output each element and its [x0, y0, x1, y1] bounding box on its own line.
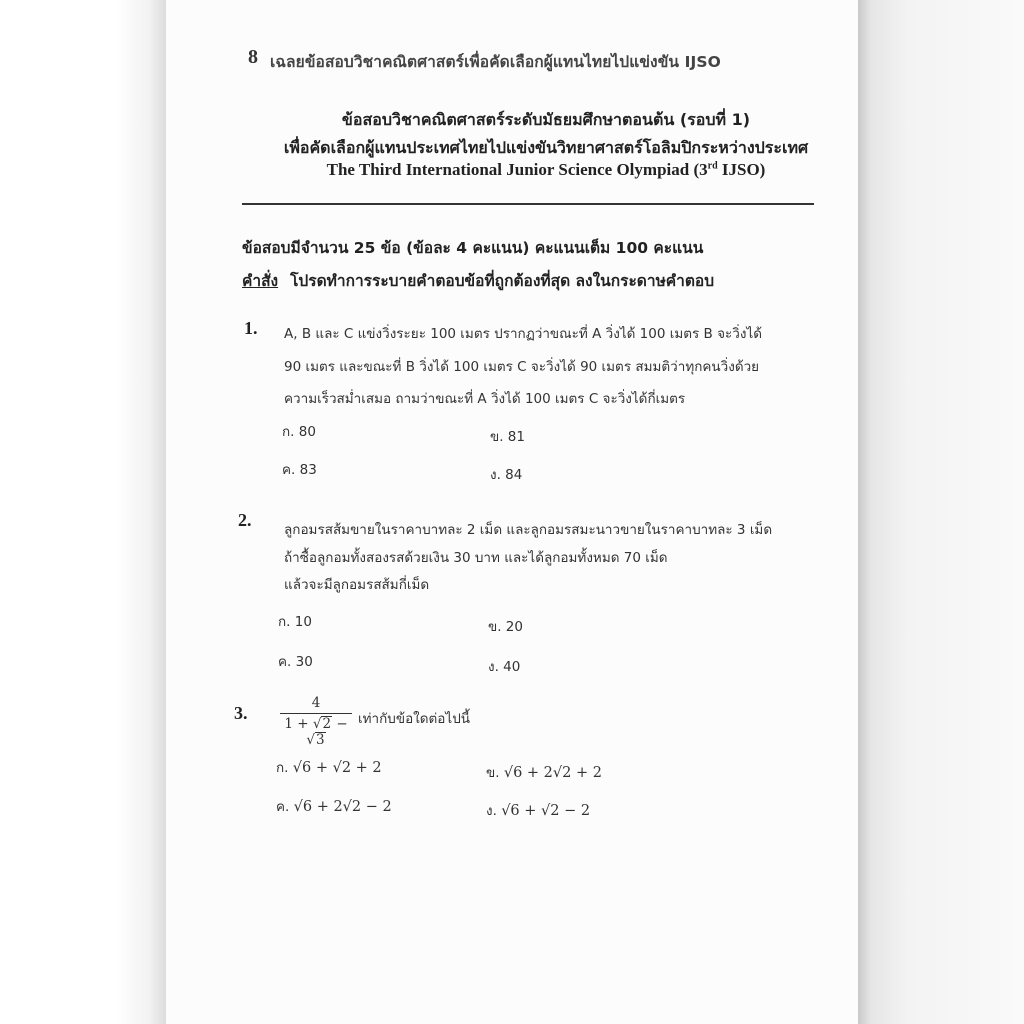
sqrt-symbol: √3: [306, 732, 325, 748]
denominator-part: 1 +: [284, 716, 313, 732]
question-number: 1.: [244, 318, 258, 338]
answer-choice: ค. 83: [282, 462, 317, 478]
title-line3-prefix: The Third International Junior Science Olympiad (3: [326, 160, 708, 179]
choice-label: ง.: [486, 803, 497, 819]
question-text-line: 90 เมตร และขณะที่ B วิ่งได้ 100 เมตร C จะวิ่งได้ 90 เมตร สมมติว่าทุกคนวิ่งด้วย: [284, 359, 760, 375]
choice-label: ก.: [276, 760, 289, 776]
exam-info: ข้อสอบมีจำนวน 25 ข้อ (ข้อละ 4 คะแนน) คะแนนเต็ม 100 คะแนน: [242, 239, 704, 257]
question-text-line: ถ้าซื้อลูกอมทั้งสองรสด้วยเงิน 30 บาท และได้ลูกอมทั้งหมด 70 เม็ด: [284, 550, 668, 566]
instruction-label: คำสั่ง: [242, 272, 279, 290]
exam-title-line2: เพื่อคัดเลือกผู้แทนประเทศไทยไปแข่งขันวิทยาศาสตร์โอลิมปิกระหว่างประเทศ: [283, 138, 809, 157]
radicand: 2: [322, 716, 332, 732]
page-number: 8: [248, 46, 258, 68]
answer-choice: ค. 30: [278, 654, 313, 670]
title-line3-suffix: IJSO): [717, 160, 766, 179]
scan-left-margin: [0, 0, 166, 1024]
answer-choice: ก. 10: [278, 614, 312, 630]
answer-choice: ก. 80: [282, 424, 316, 440]
fraction-expression: [278, 695, 354, 748]
exam-page: [166, 0, 858, 1024]
choice-expression: √6 + √2 + 2: [292, 760, 382, 776]
question-number: 2.: [238, 510, 252, 530]
choice-expression: √6 + √2 − 2: [501, 803, 591, 819]
answer-choice: ข. 20: [488, 619, 523, 635]
fraction-numerator: 4: [311, 695, 321, 711]
answer-choice: [276, 795, 392, 817]
choice-expression: √6 + 2√2 − 2: [293, 799, 392, 815]
question-text-line: ความเร็วสม่ำเสมอ ถามว่าขณะที่ A วิ่งได้ 100 เมตร C จะวิ่งได้กี่เมตร: [284, 391, 686, 407]
exam-title-line1: ข้อสอบวิชาคณิตศาสตร์ระดับมัธยมศึกษาตอนต้น (รอบที่ 1): [341, 110, 751, 129]
radicand: 3: [316, 732, 325, 748]
choice-label: ข.: [486, 765, 500, 781]
question-number: 3.: [234, 703, 248, 723]
choice-expression: √6 + 2√2 + 2: [503, 765, 602, 781]
fraction-denominator: [278, 714, 354, 748]
answer-choice: [486, 799, 590, 821]
answer-choice: ง. 84: [490, 467, 523, 483]
denominator-part: −: [332, 716, 348, 732]
question-text-line: เท่ากับข้อใดต่อไปนี้: [358, 711, 470, 727]
answer-choice: ข. 81: [490, 429, 525, 445]
answer-choice: [486, 761, 602, 783]
question-text-line: A, B และ C แข่งวิ่งระยะ 100 เมตร ปรากฏว่าขณะที่ A วิ่งได้ 100 เมตร B จะวิ่งได้: [284, 326, 762, 342]
question-text-line: แล้วจะมีลูกอมรสส้มกี่เม็ด: [284, 577, 430, 593]
answer-choice: [276, 756, 382, 778]
answer-choice: ง. 40: [488, 659, 521, 675]
instruction-text: โปรดทำการระบายคำตอบข้อที่ถูกต้องที่สุด ลงในกระดาษคำตอบ: [290, 272, 715, 290]
running-head: เฉลยข้อสอบวิชาคณิตศาสตร์เพื่อคัดเลือกผู้แทนไทยไปแข่งขัน IJSO: [270, 53, 721, 71]
scan-right-margin: [858, 0, 1024, 1024]
sqrt-symbol: √2: [312, 716, 332, 732]
title-line3-sup: rd: [707, 160, 718, 172]
question-text-line: ลูกอมรสส้มขายในราคาบาทละ 2 เม็ด และลูกอมรสมะนาวขายในราคาบาทละ 3 เม็ด: [284, 522, 773, 538]
exam-title-line3: [226, 160, 866, 180]
instruction: [242, 268, 714, 293]
choice-label: ค.: [276, 799, 290, 815]
header-divider: [242, 203, 814, 205]
